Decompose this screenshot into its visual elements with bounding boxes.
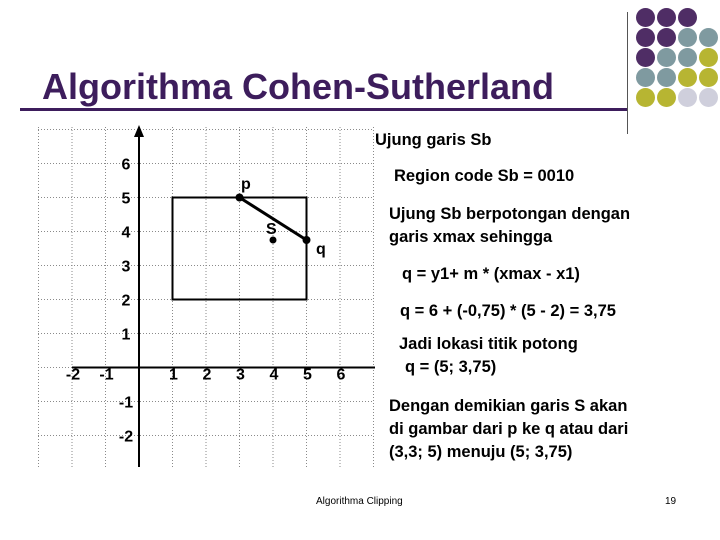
- text-demikian-2: di gambar dari p ke q atau dari: [389, 420, 629, 438]
- text-demikian-3: (3,3; 5) menuju (5; 3,75): [389, 443, 573, 461]
- label-s: S: [266, 221, 277, 238]
- y-tick-label: 4: [121, 224, 131, 242]
- text-demikian-1: Dengan demikian garis S akan: [389, 397, 628, 415]
- y-tick-label: 5: [121, 190, 131, 208]
- y-tick-label: 6: [121, 156, 131, 174]
- footer-label: Algorithma Clipping: [316, 496, 403, 507]
- text-region-code: Region code Sb = 0010: [394, 167, 575, 185]
- x-tick-label: 3: [236, 366, 245, 384]
- clip-window-rect: [173, 198, 307, 300]
- x-tick-labels: [66, 367, 346, 384]
- text-berpotongan-1: Ujung Sb berpotongan dengan: [389, 205, 631, 223]
- x-tick-label: 5: [303, 366, 312, 384]
- y-tick-label: 1: [121, 326, 131, 344]
- y-tick-label: -2: [118, 428, 134, 446]
- x-tick-label: 2: [202, 366, 212, 384]
- y-tick-labels: [119, 157, 133, 446]
- text-calc: q = 6 + (-0,75) * (5 - 2) = 3,75: [400, 302, 616, 320]
- slide-title: Algorithma Cohen-Sutherland: [42, 66, 554, 107]
- x-tick-label: 6: [336, 366, 346, 384]
- y-tick-label: -1: [118, 394, 134, 412]
- page-number: 19: [665, 496, 677, 507]
- label-q: q: [316, 241, 326, 258]
- x-tick-label: 4: [269, 366, 279, 384]
- x-tick-label: -1: [99, 366, 114, 384]
- point-p: [236, 194, 244, 202]
- text-berpotongan-2: garis xmax sehingga: [389, 228, 553, 246]
- y-axis-arrow: [134, 125, 144, 137]
- y-tick-label: 2: [121, 292, 131, 310]
- y-tick-label: 3: [121, 258, 131, 276]
- label-p: p: [241, 176, 251, 193]
- axes: [72, 125, 375, 467]
- text-lokasi-1: Jadi lokasi titik potong: [399, 335, 578, 353]
- text-lokasi-2: q = (5; 3,75): [405, 358, 497, 376]
- point-q: [303, 236, 311, 244]
- text-ujung: Ujung garis Sb: [375, 131, 492, 149]
- x-tick-label: 1: [169, 366, 178, 384]
- text-formula: q = y1+ m * (xmax - x1): [402, 265, 580, 283]
- grid-lines: [38, 127, 374, 467]
- x-tick-label: -2: [65, 366, 81, 384]
